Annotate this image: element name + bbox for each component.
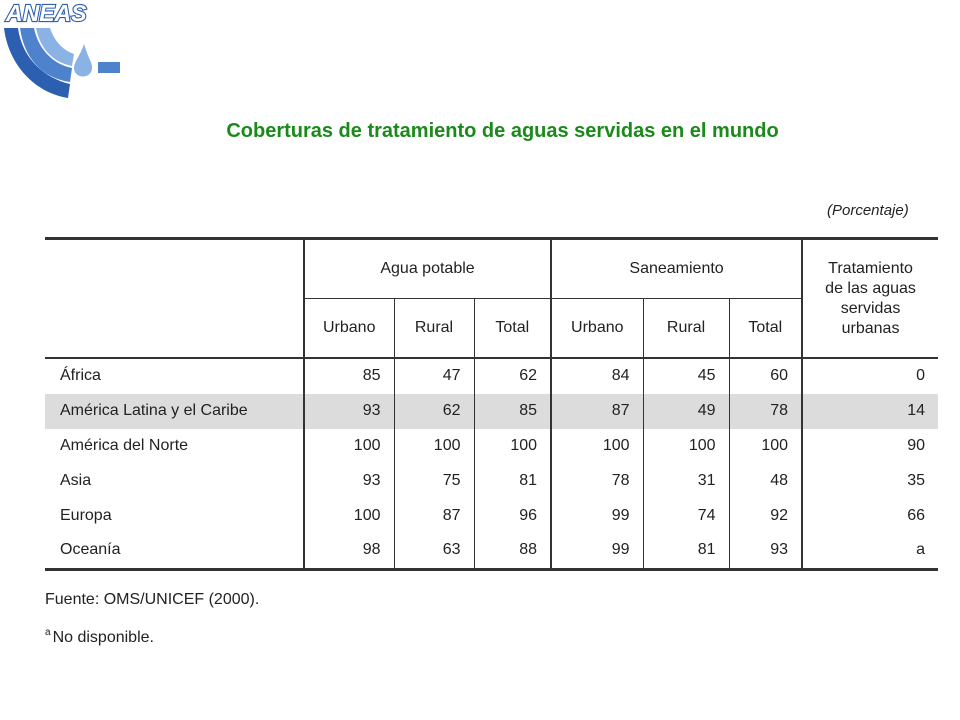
col-header-water-total: Total <box>474 299 551 359</box>
group-header-sanitation: Saneamiento <box>551 239 802 299</box>
region-cell: África <box>45 358 304 394</box>
value-cell: 93 <box>304 463 394 498</box>
value-cell: 49 <box>643 394 729 429</box>
treatment-header <box>802 239 938 359</box>
table-row <box>45 429 938 464</box>
value-cell: a <box>802 533 938 569</box>
value-cell: 99 <box>551 498 643 533</box>
value-cell: 31 <box>643 463 729 498</box>
value-cell: 63 <box>394 533 474 569</box>
col-header-water-rural: Rural <box>394 299 474 359</box>
value-cell: 96 <box>474 498 551 533</box>
value-cell: 84 <box>551 358 643 394</box>
footnote-marker: a <box>45 627 51 638</box>
unit-note: (Porcentaje) <box>827 202 909 219</box>
value-cell: 78 <box>551 463 643 498</box>
value-cell: 100 <box>304 498 394 533</box>
value-cell: 90 <box>907 436 926 454</box>
table-row <box>45 358 938 394</box>
value-cell: 62 <box>394 394 474 429</box>
aneas-logo <box>0 0 125 100</box>
value-cell: 66 <box>907 506 926 524</box>
value-cell: 14 <box>802 394 938 429</box>
value-cell: 35 <box>907 471 926 489</box>
value-cell: 81 <box>643 533 729 569</box>
value-cell: 60 <box>729 358 802 394</box>
col-header-sanitation-total: Total <box>729 299 802 359</box>
table-row <box>45 463 938 498</box>
value-cell: 75 <box>394 463 474 498</box>
region-cell: Europa <box>45 498 304 533</box>
value-cell: 62 <box>474 358 551 394</box>
value-cell: 85 <box>304 358 394 394</box>
value-cell: 100 <box>474 429 551 464</box>
svg-text:ANEAS: ANEAS <box>6 0 87 26</box>
footnote <box>45 627 154 647</box>
source-note: Fuente: OMS/UNICEF (2000). <box>45 591 260 608</box>
value-cell: 100 <box>643 429 729 464</box>
col-header-sanitation-rural: Rural <box>643 299 729 359</box>
col-header-sanitation-urban: Urbano <box>551 299 643 359</box>
value-cell: 81 <box>474 463 551 498</box>
treatment-header-line: urbanas <box>841 319 900 337</box>
value-cell: 100 <box>394 429 474 464</box>
value-cell: 45 <box>643 358 729 394</box>
coverage-table-wrap <box>45 237 938 571</box>
value-cell: 93 <box>304 394 394 429</box>
table-row <box>45 498 938 533</box>
slide-title: Coberturas de tratamiento de aguas servidas en el mundo <box>226 120 779 142</box>
value-cell: 78 <box>729 394 802 429</box>
treatment-header-line: servidas <box>840 299 901 317</box>
region-header <box>45 239 304 359</box>
group-header-water: Agua potable <box>304 239 551 299</box>
region-cell: América Latina y el Caribe <box>45 394 304 429</box>
value-cell: 85 <box>474 394 551 429</box>
treatment-header-line: de las aguas <box>825 279 916 297</box>
coverage-table <box>45 237 938 571</box>
value-cell: 98 <box>304 533 394 569</box>
value-cell: 100 <box>304 429 394 464</box>
region-cell: Asia <box>45 463 304 498</box>
value-cell: 74 <box>643 498 729 533</box>
value-cell: 47 <box>394 358 474 394</box>
table-row <box>45 533 938 569</box>
treatment-header-line: Tratamiento <box>828 259 913 277</box>
value-cell: 87 <box>551 394 643 429</box>
value-cell: 92 <box>729 498 802 533</box>
table-row-highlighted <box>45 394 938 429</box>
footnote-text: No disponible. <box>52 629 154 646</box>
value-cell: 87 <box>394 498 474 533</box>
region-cell: Oceanía <box>45 533 304 569</box>
col-header-water-urban: Urbano <box>304 299 394 359</box>
value-cell: 0 <box>916 367 926 385</box>
value-cell: 93 <box>729 533 802 569</box>
value-cell: 88 <box>474 533 551 569</box>
aneas-logo-graphic <box>0 0 125 100</box>
value-cell: 48 <box>729 463 802 498</box>
region-cell: América del Norte <box>45 429 304 464</box>
value-cell: 100 <box>729 429 802 464</box>
value-cell: 100 <box>551 429 643 464</box>
value-cell: 99 <box>551 533 643 569</box>
